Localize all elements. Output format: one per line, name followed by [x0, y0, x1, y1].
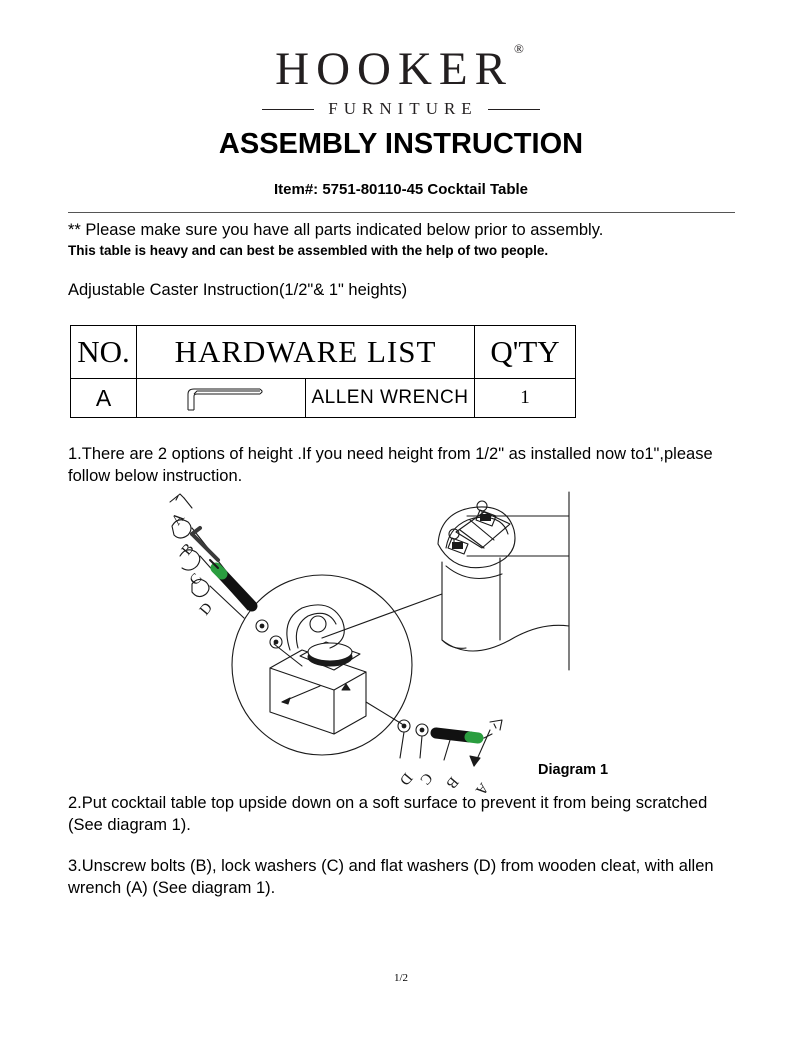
header-cell-qty: Q'TY — [475, 326, 576, 379]
brand-rule-right — [488, 109, 540, 110]
brand-name-text: HOOKER — [275, 43, 513, 95]
part-label-A-upper: A — [168, 509, 189, 529]
item-number-line: Item#: 5751-80110-45 Cocktail Table — [273, 181, 529, 198]
brand-rule-left — [262, 109, 314, 110]
diagram-caption: Diagram 1 — [538, 762, 609, 778]
header-divider — [68, 212, 735, 213]
cell-part-qty: 1 — [475, 379, 576, 418]
brand-subtitle: FURNITURE — [328, 99, 478, 118]
assembly-diagram — [168, 490, 630, 799]
header-cell-no: NO. — [71, 326, 137, 379]
step-3-text: 3.Unscrew bolts (B), lock washers (C) and flat washers (D) from wooden cleat, with allen wrench (A) (See diagram 1). — [68, 857, 714, 897]
table-header-row — [71, 326, 576, 379]
table-row — [71, 379, 576, 418]
bolt-shaft-upper — [210, 560, 252, 606]
brand-subtitle-row — [0, 99, 802, 119]
header-cell-name: HARDWARE LIST — [137, 326, 475, 379]
registered-trademark-icon: ® — [513, 41, 524, 57]
allen-wrench-A-upper — [170, 494, 192, 508]
caster-instruction-note: Adjustable Caster Instruction(1/2"& 1" heights) — [68, 281, 408, 299]
part-label-B-lower: B — [442, 773, 462, 792]
step-1-text: 1.There are 2 options of height .If you need height from 1/2" as installed now to1",please follow below instruction. — [68, 445, 713, 485]
cell-part-name: ALLEN WRENCH — [306, 379, 475, 418]
part-label-B-upper: B — [178, 540, 198, 559]
part-label-C-upper: C — [186, 570, 206, 589]
brand-name — [275, 41, 527, 95]
table-base-drawing — [438, 492, 569, 670]
parts-note: ** Please make sure you have all parts indicated below prior to assembly. — [68, 221, 604, 239]
hardware-exploded-lower — [366, 702, 502, 798]
step-2-text: 2.Put cocktail table top upside down on a soft surface to prevent it from being scratched (See diagram 1). — [68, 794, 708, 834]
part-label-D-lower: D — [395, 769, 416, 789]
page-title: ASSEMBLY INSTRUCTION — [218, 128, 584, 160]
part-label-C-lower: C — [416, 769, 436, 788]
brand-logo — [0, 41, 802, 119]
bolt-shaft-lower — [436, 733, 478, 738]
cell-part-no: A — [71, 379, 137, 418]
cleat-block-detail — [270, 605, 366, 734]
allen-wrench-A-lower — [484, 720, 502, 738]
part-label-A-lower: A — [471, 779, 492, 799]
hardware-list-table — [70, 325, 576, 418]
page-number: 1/2 — [393, 972, 409, 984]
weight-note: This table is heavy and can best be assembled with the help of two people. — [68, 243, 549, 258]
part-label-D-upper: D — [196, 599, 217, 619]
allen-wrench-icon — [137, 379, 306, 418]
